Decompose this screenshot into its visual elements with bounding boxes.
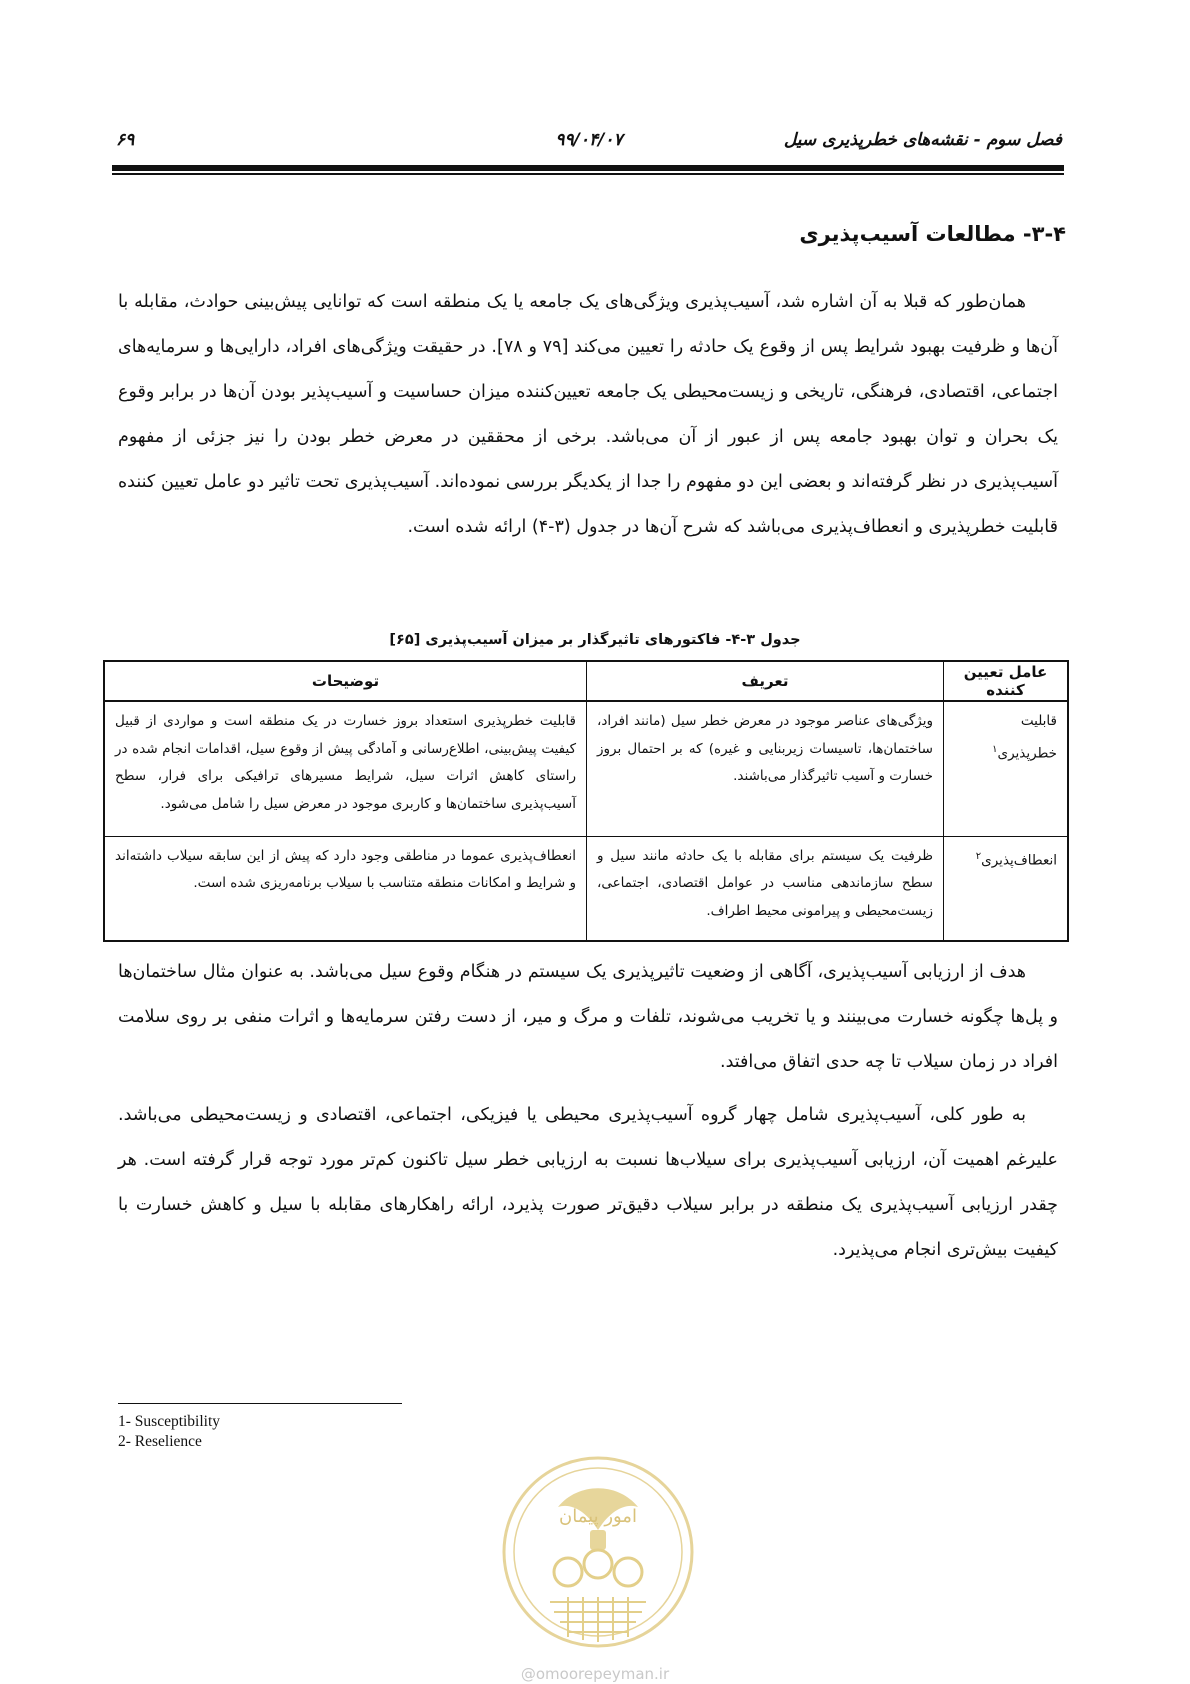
header-definition: تعریف — [587, 661, 944, 701]
footnote-separator — [118, 1403, 402, 1404]
header-rule-thin — [112, 173, 1064, 175]
factor-label: انعطاف‌پذیری — [981, 852, 1057, 869]
chapter-title: فصل سوم - نقشه‌های خطرپذیری سیل — [783, 130, 1062, 150]
header-date: ۹۹/۰۴/۰۷ — [555, 130, 623, 150]
header-rule-thick — [112, 165, 1064, 171]
table-header-row — [104, 661, 1068, 701]
watermark-url: @omoorepeyman.ir — [520, 1665, 670, 1683]
table-row — [104, 701, 1068, 836]
footnotes — [118, 1412, 220, 1452]
header-explanation: توضیحات — [104, 661, 587, 701]
explanation-cell: انعطاف‌پذیری عموما در مناطقی وجود دارد که پیش از این سابقه سیلاب داشته‌اند و شرایط و امکانات منطقه متناسب با سیلاب برنامه‌ریزی شده است. — [104, 836, 587, 941]
watermark-seal-logo — [498, 1452, 698, 1658]
footnote-item: 2- Reselience — [118, 1433, 202, 1450]
footnote-marker: ۱ — [992, 743, 998, 755]
explanation-cell: قابلیت خطرپذیری استعداد بروز خسارت در یک منطقه است و مواردی از قبیل کیفیت پیش‌بینی، اطلاع‌رسانی و آمادگی پیش از وقوع سیل، اقدامات انجام شده در راستای کاهش اثرات سیل، شرایط مسیرهای ترافیکی برای فرار، سطح آسیب‌پذیری ساختمان‌ها و کاربری موجود در معرض سیل را شامل می‌شود. — [104, 701, 587, 836]
section-heading: ۳-۴- مطالعات آسیب‌پذیری — [799, 222, 1066, 246]
footnote-marker: ۲ — [975, 850, 982, 862]
page-header — [116, 130, 1062, 156]
factor-cell — [944, 836, 1069, 941]
table-caption: جدول ۳-۴- فاکتورهای تاثیرگذار بر میزان آسیب‌پذیری [۶۵] — [389, 632, 801, 648]
factor-label: قابلیت خطرپذیری — [997, 713, 1057, 761]
table-row — [104, 836, 1068, 941]
footnote-item: 1- Susceptibility — [118, 1413, 221, 1430]
paragraph-intro: همان‌طور که قبلا به آن اشاره شد، آسیب‌پذیری ویژگی‌های یک جامعه یا یک منطقه است که توانایی پیش‌بینی حوادث، مقابله با آن‌ها و ظرفیت بهبود شرایط پس از وقوع یک حادثه را تعیین می‌کند [۷۹ و ۷۸]. در حقیقت ویژگی‌های افراد، دارایی‌ها و سرمایه‌های اجتماعی، اقتصادی، فرهنگی، تاریخی و زیست‌محیطی یک جامعه تعیین‌کننده میزان حساسیت و آسیب‌پذیر بودن آن‌ها در برابر وقوع یک بحران و توان بهبود جامعه پس از عبور از آن می‌باشد. برخی از محققین در معرض خطر بودن را نیز جزئی از مفهوم آسیب‌پذیری در نظر گرفته‌اند و بعضی این دو مفهوم را جدا از یکدیگر بررسی نموده‌اند. آسیب‌پذیری تحت تاثیر دو عامل تعیین کننده قابلیت خطرپذیری و انعطاف‌پذیری می‌باشد که شرح آن‌ها در جدول (۳-۴) ارائه شده است. — [118, 292, 1058, 537]
seal-text: امور پیمان — [559, 1506, 637, 1527]
definition-cell: ویژگی‌های عناصر موجود در معرض خطر سیل (مانند افراد، ساختمان‌ها، تاسیسات زیربنایی و غیره) که بر احتمال بروز خسارت و آسیب تاثیرگذار می‌باشند. — [587, 701, 944, 836]
vulnerability-factors-table — [103, 660, 1069, 942]
factor-cell — [944, 701, 1069, 836]
definition-cell: ظرفیت یک سیستم برای مقابله با یک حادثه مانند سیل و سطح سازماندهی مناسب در عوامل اقتصادی، اجتماعی، زیست‌محیطی و پیرامونی محیط اطراف. — [587, 836, 944, 941]
paragraph-vulnerability-groups: به طور کلی، آسیب‌پذیری شامل چهار گروه آسیب‌پذیری محیطی یا فیزیکی، اجتماعی، اقتصادی و زیست‌محیطی می‌باشد. علیرغم اهمیت آن، ارزیابی آسیب‌پذیری برای سیلاب‌ها نسبت به ارزیابی خطر سیل تاکنون کم‌تر مورد توجه قرار گرفته است. هر چقدر ارزیابی آسیب‌پذیری یک منطقه در برابر سیلاب دقیق‌تر صورت پذیرد، ارائه راهکارهای مقابله با سیل و کاهش خسارت با کیفیت بیش‌تری انجام می‌پذیرد. — [118, 1105, 1058, 1260]
header-factor: عامل تعیین کننده — [944, 661, 1069, 701]
paragraph-assessment-goal: هدف از ارزیابی آسیب‌پذیری، آگاهی از وضعیت تاثیرپذیری یک سیستم در هنگام وقوع سیل می‌باشد. به عنوان مثال ساختمان‌ها و پل‌ها چگونه خسارت می‌بینند و یا تخریب می‌شوند، تلفات و مرگ و میر، از دست رفتن سرمایه‌ها و اثرات منفی بر روی سلامت افراد در زمان سیلاب تا چه حدی اتفاق می‌افتد. — [118, 962, 1058, 1072]
page-number: ۶۹ — [116, 130, 135, 150]
